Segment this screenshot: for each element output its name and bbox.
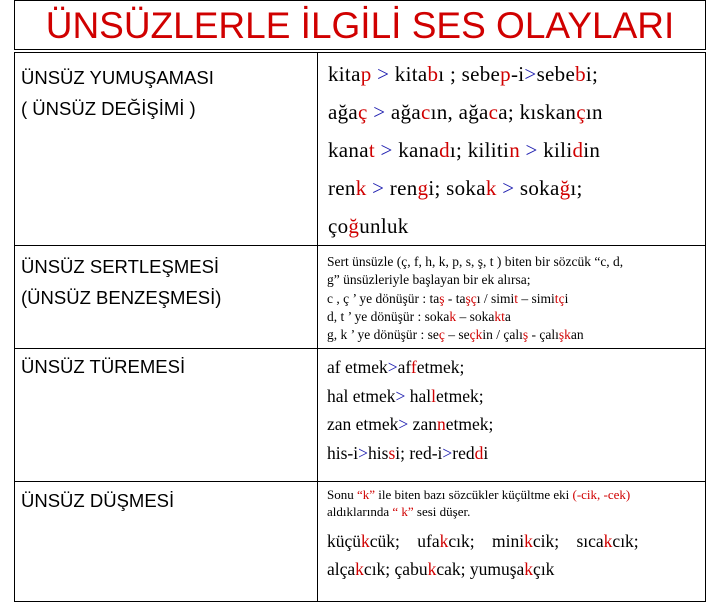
text-segment: etmek; — [445, 414, 494, 435]
highlight-text: (-cik, -cek) — [572, 487, 631, 503]
highlight-text: ğ — [348, 214, 360, 238]
highlight-text: > — [387, 357, 398, 378]
highlight-text: “ k” — [392, 504, 414, 520]
text-segment: ağa — [328, 100, 359, 124]
row-label — [15, 246, 317, 313]
row-label-line: ÜNSÜZ SERTLEŞMESİ — [21, 256, 220, 277]
text-segment: etmek; — [436, 385, 484, 406]
highlight-text: k — [427, 559, 437, 580]
example-line — [328, 93, 705, 131]
example-line — [328, 55, 705, 93]
text-segment: ın — [585, 100, 603, 124]
text-segment: g” ünsüzleriyle başlayan bir ek alırsa; — [327, 272, 531, 288]
text-segment: cük; ufa — [369, 531, 440, 552]
text-segment: g, k ’ ye dönüşür : se — [327, 327, 439, 343]
text-segment: hal — [405, 385, 432, 406]
text-segment: i; — [585, 62, 599, 86]
highlight-text: k — [355, 559, 364, 580]
example-line — [328, 169, 705, 207]
row-label-line: (ÜNSÜZ BENZEŞMESİ) — [21, 287, 222, 308]
text-segment: etmek; — [416, 357, 465, 378]
example-line — [328, 207, 705, 245]
highlight-text: k — [355, 176, 367, 200]
highlight-text: > — [371, 62, 395, 86]
highlight-text: ç — [558, 290, 565, 306]
text-segment: cık; — [612, 531, 639, 552]
highlight-text: k — [524, 559, 534, 580]
row-label-line: ÜNSÜZ TÜREMESİ — [21, 356, 186, 378]
text-segment: - ta — [444, 290, 466, 306]
highlight-text: t — [514, 290, 519, 306]
text-segment: in — [583, 138, 601, 162]
text-segment: an — [570, 327, 584, 343]
text-segment: sesi düşer. — [413, 504, 471, 520]
text-segment: in / çalı — [482, 327, 523, 343]
highlight-text: “k” — [356, 487, 376, 503]
highlight-text: k — [524, 531, 533, 552]
row-label — [15, 482, 317, 516]
highlight-text: > — [442, 442, 453, 463]
highlight-text: > — [374, 138, 399, 162]
text-segment: zan etmek — [327, 414, 399, 435]
highlight-text: > — [398, 414, 409, 435]
text-segment: c , ç ’ ye dönüşür : ta — [327, 290, 440, 306]
text-segment: - çalı — [528, 327, 559, 343]
text-segment: his-i — [327, 442, 359, 463]
example-line — [327, 439, 705, 468]
page-title: ÜNSÜZLERLE İLGİLİ SES OLAYLARI — [14, 0, 706, 50]
highlight-text: n — [436, 414, 446, 435]
label-cell — [15, 246, 318, 349]
text-segment: -i — [510, 62, 525, 86]
table-row — [15, 482, 706, 602]
text-segment: ağa — [390, 100, 421, 124]
example-cell — [318, 53, 706, 246]
example-line — [327, 290, 705, 308]
row-label — [15, 349, 317, 382]
highlight-text: > — [358, 442, 368, 463]
highlight-text: d — [439, 138, 450, 162]
text-segment: ren — [328, 176, 356, 200]
text-segment: – soka — [456, 308, 495, 324]
highlight-text: n — [509, 138, 520, 162]
text-segment: alça — [327, 559, 356, 580]
row-label-line: ÜNSÜZ DÜŞMESİ — [21, 490, 175, 512]
text-segment: hal etmek — [327, 385, 396, 406]
highlight-text: b — [575, 62, 586, 86]
example-text — [318, 349, 705, 467]
highlight-text: > — [520, 138, 544, 162]
highlight-text: ç — [470, 290, 477, 306]
rule-text — [327, 486, 705, 520]
example-line — [327, 271, 705, 289]
text-segment: Sert ünsüzle (ç, f, h, k, p, s, ş, t ) biten bir sözcük “c, d, — [327, 254, 624, 269]
highlight-text: k — [603, 531, 613, 552]
text-segment: his — [368, 442, 389, 463]
example-line — [327, 308, 705, 326]
row-label-line: ÜNSÜZ YUMUŞAMASI — [21, 67, 214, 88]
highlight-text: ş — [439, 290, 445, 306]
highlight-text: t — [368, 138, 375, 162]
highlight-text: s — [388, 442, 396, 463]
text-segment: d, t ’ ye dönüşür : soka — [327, 308, 450, 324]
text-segment: soka — [519, 176, 560, 200]
highlight-text: > — [496, 176, 520, 200]
example-line — [327, 556, 705, 582]
highlight-text: > — [366, 176, 390, 200]
highlight-text: > — [367, 100, 391, 124]
text-segment: cak; yumuşa — [436, 559, 525, 580]
table-row — [15, 53, 706, 246]
text-segment: i — [564, 290, 569, 306]
example-line — [327, 353, 705, 382]
text-segment: ı / simi — [476, 290, 515, 306]
row-label — [15, 53, 317, 124]
highlight-text: şk — [558, 327, 571, 343]
highlight-text: > — [395, 385, 406, 406]
highlight-text: t — [554, 290, 559, 306]
highlight-text: d — [474, 442, 484, 463]
example-text — [318, 482, 705, 582]
example-line — [327, 486, 705, 503]
highlight-text: ş — [465, 290, 471, 306]
highlight-text: c — [420, 100, 431, 124]
highlight-text: d — [572, 138, 584, 162]
highlight-text: c — [488, 100, 499, 124]
highlight-text: ç — [438, 327, 445, 343]
text-segment: ın, ağa — [430, 100, 489, 124]
text-segment: ı; kiliti — [449, 138, 510, 162]
text-segment: aldıklarında — [327, 504, 393, 520]
text-segment: çık — [533, 559, 555, 580]
text-segment: a — [504, 308, 511, 324]
highlight-text: ş — [522, 327, 529, 343]
highlight-text: k — [485, 176, 497, 200]
example-line — [328, 131, 705, 169]
highlight-text: k — [361, 531, 370, 552]
text-segment: i; red-i — [395, 442, 443, 463]
highlight-text: ç — [576, 100, 586, 124]
text-segment: ile biten bazı sözcükler küçültme eki — [375, 487, 573, 503]
text-segment: zan — [408, 414, 437, 435]
text-segment: ço — [328, 214, 349, 238]
highlight-text: > — [524, 62, 537, 86]
text-segment: ı ; sebe — [438, 62, 501, 86]
example-line — [327, 253, 705, 271]
example-cell — [318, 246, 706, 349]
highlight-text: kt — [494, 308, 505, 324]
highlight-text: çk — [469, 327, 483, 343]
example-line — [327, 526, 705, 556]
label-cell — [15, 53, 318, 246]
text-segment: af etmek — [327, 357, 388, 378]
text-segment: i — [483, 442, 489, 463]
text-segment: – simi — [518, 290, 555, 306]
example-text — [318, 246, 705, 348]
text-segment: sebe — [536, 62, 576, 86]
example-line — [327, 326, 705, 344]
text-segment: Sonu — [327, 487, 357, 503]
text-segment: ren — [389, 176, 418, 200]
text-segment: küçü — [327, 531, 362, 552]
text-segment: a; kıskan — [498, 100, 577, 124]
highlight-text: f — [410, 357, 417, 378]
example-line — [327, 503, 705, 520]
example-line — [327, 382, 705, 411]
text-segment: kita — [328, 62, 361, 86]
example-text — [318, 53, 705, 245]
text-segment: kita — [394, 62, 428, 86]
highlight-text: k — [439, 531, 449, 552]
text-segment: kana — [398, 138, 440, 162]
text-segment: cık; çabu — [363, 559, 428, 580]
text-segment: i; soka — [428, 176, 486, 200]
highlight-text: ç — [358, 100, 368, 124]
text-segment: ı; — [570, 176, 583, 200]
highlight-text: b — [427, 62, 439, 86]
row-label-line: ( ÜNSÜZ DEĞİŞİMİ ) — [21, 98, 196, 119]
text-segment: cik; sıca — [532, 531, 604, 552]
highlight-text: k — [449, 308, 457, 324]
example-cell — [318, 349, 706, 482]
label-cell — [15, 349, 318, 482]
highlight-text: ğ — [559, 176, 571, 200]
highlight-text: g — [417, 176, 429, 200]
text-segment: red — [452, 442, 475, 463]
example-cell — [318, 482, 706, 602]
text-segment: unluk — [359, 214, 409, 238]
highlight-text: p — [500, 62, 511, 86]
text-segment: cık; mini — [448, 531, 525, 552]
sound-events-table — [14, 52, 706, 602]
text-segment: kili — [543, 138, 573, 162]
label-cell — [15, 482, 318, 602]
text-segment: af — [397, 357, 411, 378]
table-row — [15, 349, 706, 482]
table-row — [15, 246, 706, 349]
text-segment: – se — [444, 327, 470, 343]
highlight-text: p — [360, 62, 372, 86]
example-line — [327, 410, 705, 439]
text-segment: kana — [328, 138, 369, 162]
highlight-text: l — [431, 385, 437, 406]
